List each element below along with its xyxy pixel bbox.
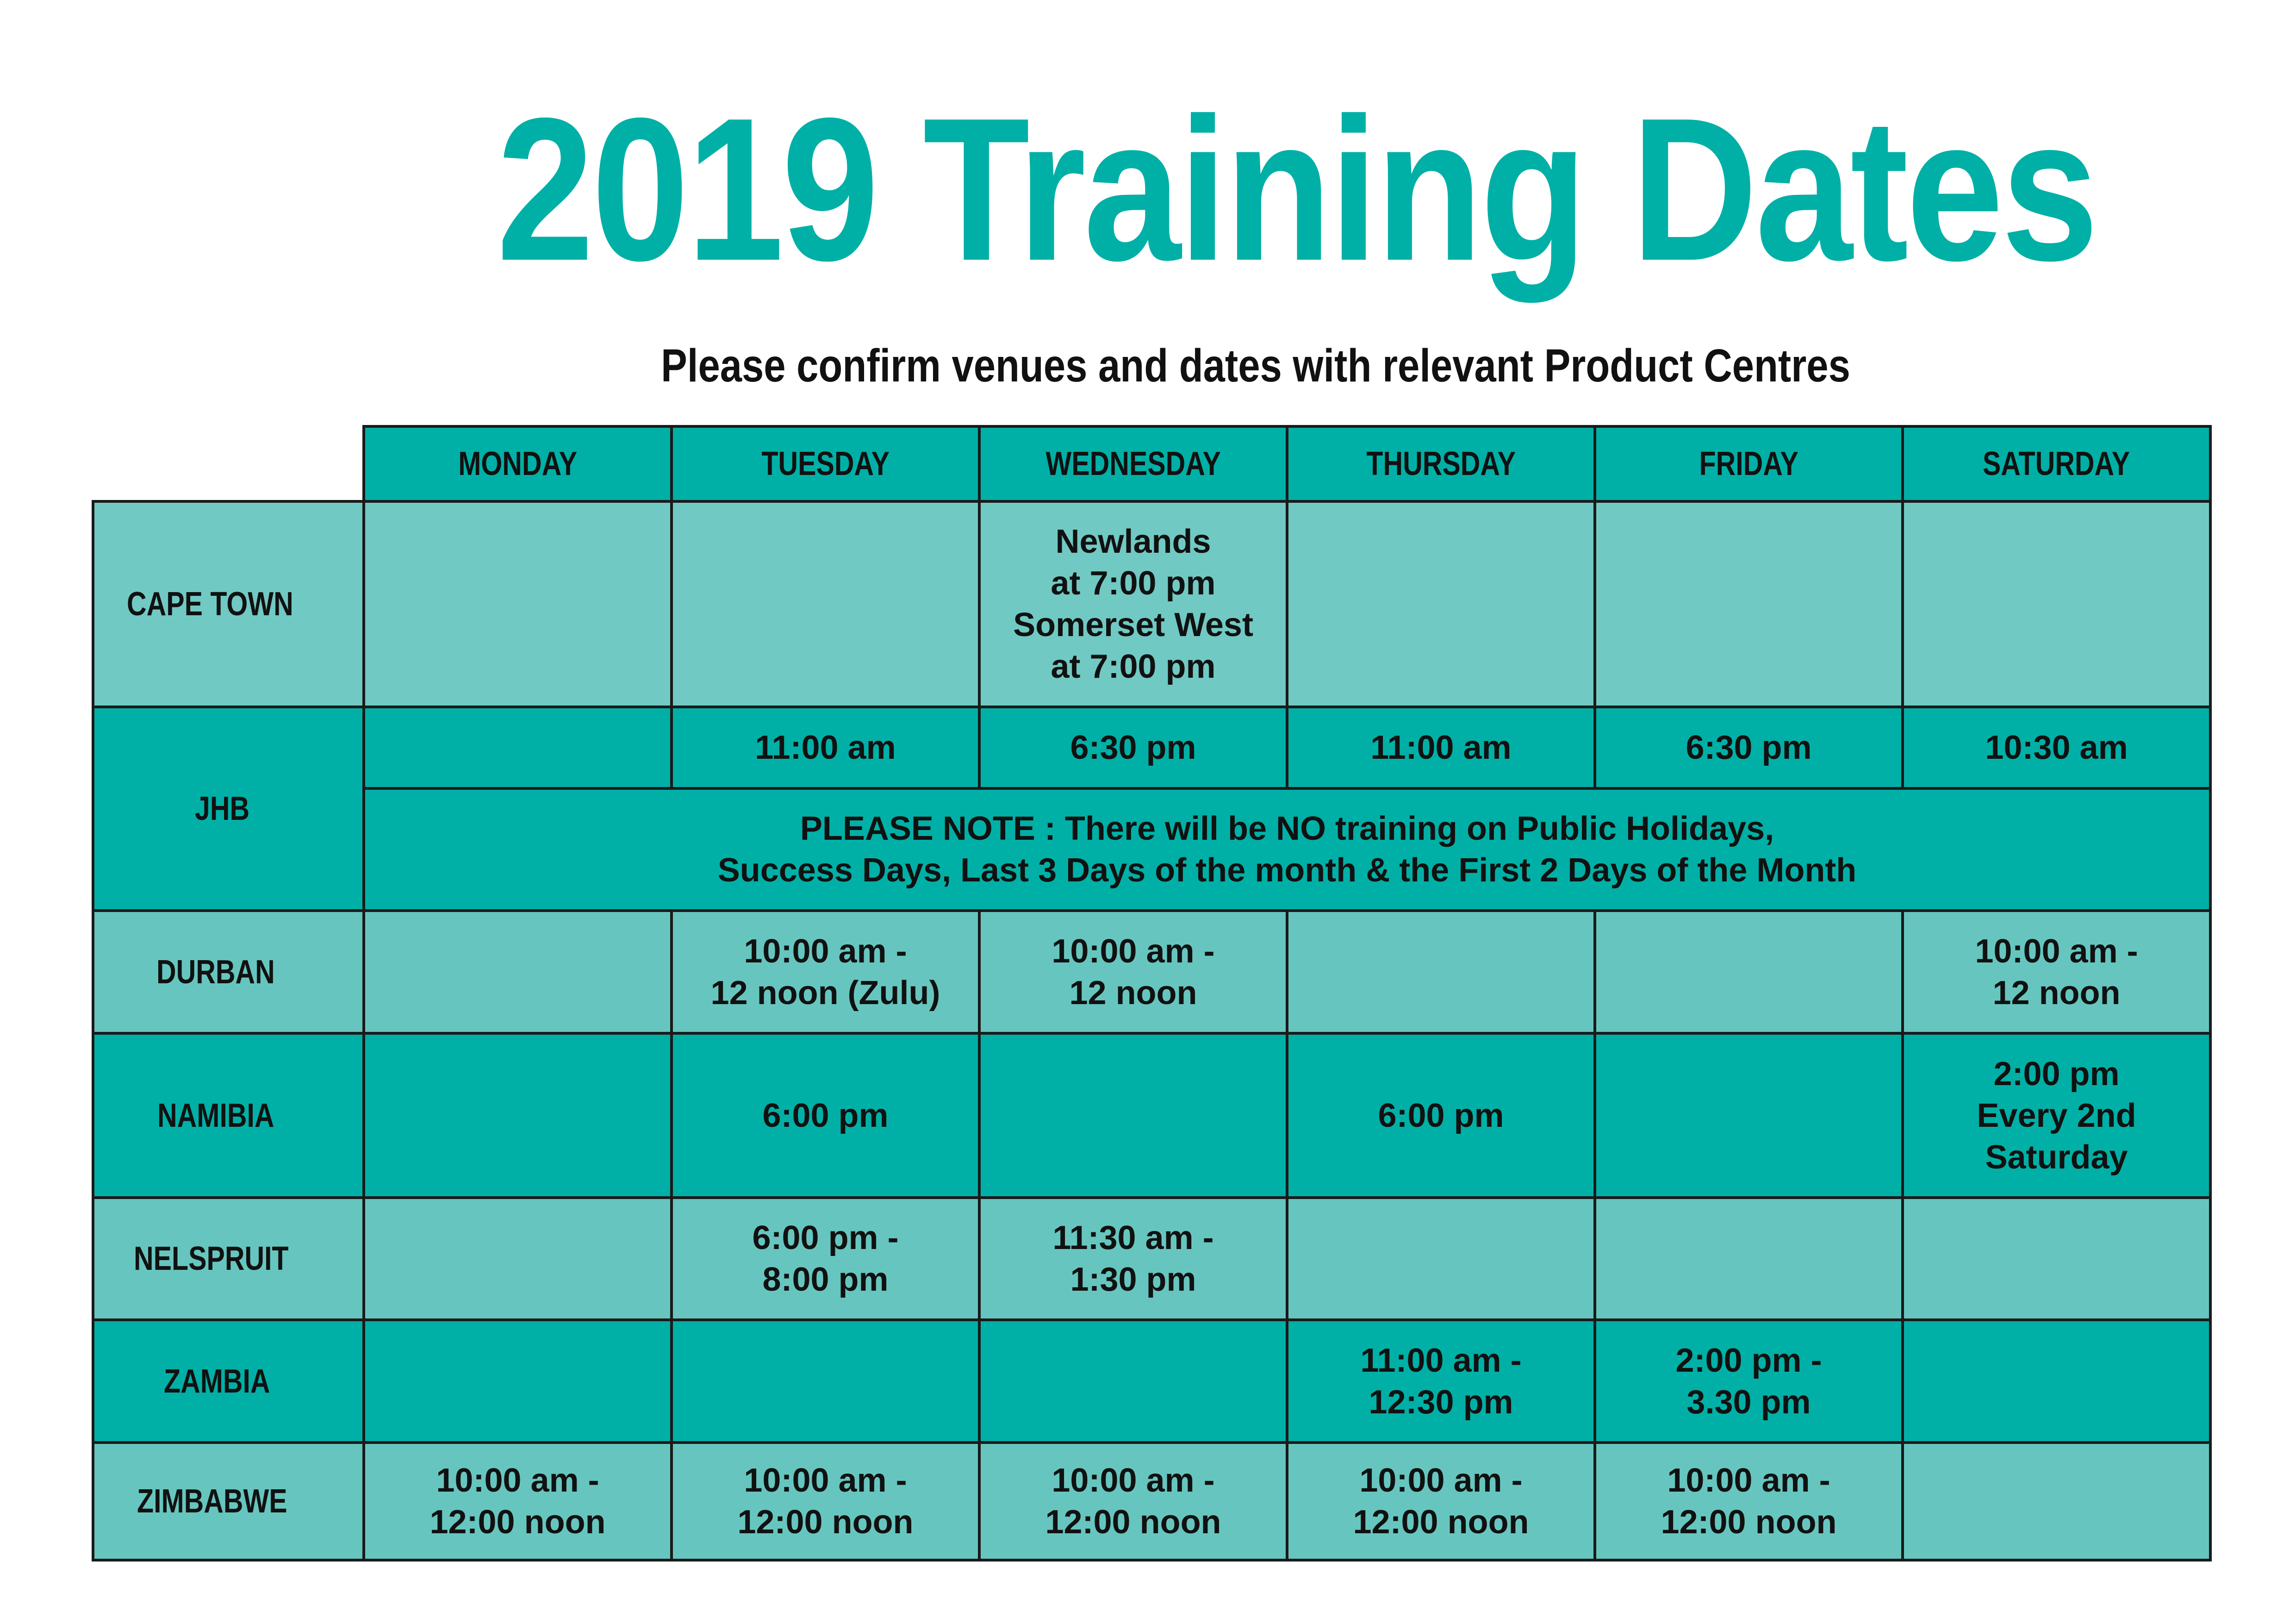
schedule-cell: 6:00 pm - 8:00 pm	[672, 1198, 979, 1320]
schedule-cell: 10:00 am - 12:00 noon	[1287, 1443, 1595, 1560]
table-row-cape-town	[93, 501, 2210, 707]
schedule-cell: 10:00 am - 12:00 noon	[979, 1443, 1287, 1560]
schedule-cell	[979, 1320, 1287, 1443]
schedule-cell	[1287, 911, 1595, 1033]
schedule-cell: 2:00 pm - 3.30 pm	[1595, 1320, 1903, 1443]
table-row-zimbabwe	[93, 1443, 2210, 1560]
training-schedule-table	[92, 425, 2212, 1562]
table-row-durban	[93, 911, 2210, 1033]
city-label: CAPE TOWN	[93, 501, 364, 707]
day-header-wednesday: WEDNESDAY	[979, 426, 1287, 501]
schedule-cell	[364, 1033, 672, 1198]
day-header-tuesday: TUESDAY	[672, 426, 979, 501]
schedule-cell	[1595, 1033, 1903, 1198]
schedule-cell: 11:30 am - 1:30 pm	[979, 1198, 1287, 1320]
corner-cell	[93, 426, 364, 501]
schedule-cell	[364, 1320, 672, 1443]
schedule-cell: 10:00 am - 12:00 noon	[672, 1443, 979, 1560]
day-header-friday: FRIDAY	[1595, 426, 1903, 501]
schedule-cell: 10:00 am - 12:00 noon	[364, 1443, 672, 1560]
table-row-jhb	[93, 707, 2210, 788]
page-title: 2019 Training Dates	[497, 76, 2097, 303]
schedule-cell: 11:00 am	[1287, 707, 1595, 788]
schedule-cell: 10:30 am	[1903, 707, 2210, 788]
table-row-namibia	[93, 1033, 2210, 1198]
schedule-cell	[1903, 501, 2210, 707]
schedule-cell	[364, 707, 672, 788]
schedule-cell	[364, 1198, 672, 1320]
schedule-cell: 10:00 am - 12 noon (Zulu)	[672, 911, 979, 1033]
table-row-zambia	[93, 1320, 2210, 1443]
jhb-note: PLEASE NOTE : There will be NO training on Public Holidays, Success Days, Last 3 Days of the month & the First 2 Days of the Month	[364, 788, 2210, 911]
schedule-cell: 6:00 pm	[672, 1033, 979, 1198]
schedule-cell: 10:00 am - 12 noon	[1903, 911, 2210, 1033]
schedule-cell: 6:30 pm	[979, 707, 1287, 788]
schedule-cell: 10:00 am - 12:00 noon	[1595, 1443, 1903, 1560]
schedule-cell: Newlands at 7:00 pm Somerset West at 7:00 pm	[979, 501, 1287, 707]
schedule-cell	[364, 911, 672, 1033]
day-header-thursday: THURSDAY	[1287, 426, 1595, 501]
schedule-cell: 2:00 pm Every 2nd Saturday	[1903, 1033, 2210, 1198]
schedule-cell	[1287, 501, 1595, 707]
day-header-monday: MONDAY	[364, 426, 672, 501]
schedule-cell: 10:00 am - 12 noon	[979, 911, 1287, 1033]
schedule-cell	[1595, 501, 1903, 707]
schedule-cell: 6:00 pm	[1287, 1033, 1595, 1198]
table-row-nelspruit	[93, 1198, 2210, 1320]
day-header-saturday: SATURDAY	[1903, 426, 2210, 501]
day-header-row	[93, 426, 2210, 501]
page-subtitle: Please confirm venues and dates with relevant Product Centres	[661, 340, 1850, 392]
schedule-cell	[672, 501, 979, 707]
schedule-cell: 11:00 am	[672, 707, 979, 788]
city-label: DURBAN	[93, 911, 364, 1033]
schedule-cell	[364, 501, 672, 707]
schedule-cell	[1903, 1198, 2210, 1320]
schedule-cell: 11:00 am - 12:30 pm	[1287, 1320, 1595, 1443]
schedule-cell	[1903, 1443, 2210, 1560]
schedule-cell	[979, 1033, 1287, 1198]
schedule-cell	[1903, 1320, 2210, 1443]
city-label: NAMIBIA	[93, 1033, 364, 1198]
schedule-cell	[1287, 1198, 1595, 1320]
city-label: ZAMBIA	[93, 1320, 364, 1443]
schedule-cell	[672, 1320, 979, 1443]
schedule-cell	[1595, 1198, 1903, 1320]
city-label: JHB	[93, 707, 364, 911]
table-row-jhb-note	[93, 788, 2210, 911]
schedule-cell: 6:30 pm	[1595, 707, 1903, 788]
schedule-cell	[1595, 911, 1903, 1033]
city-label: NELSPRUIT	[93, 1198, 364, 1320]
city-label: ZIMBABWE	[93, 1443, 364, 1560]
